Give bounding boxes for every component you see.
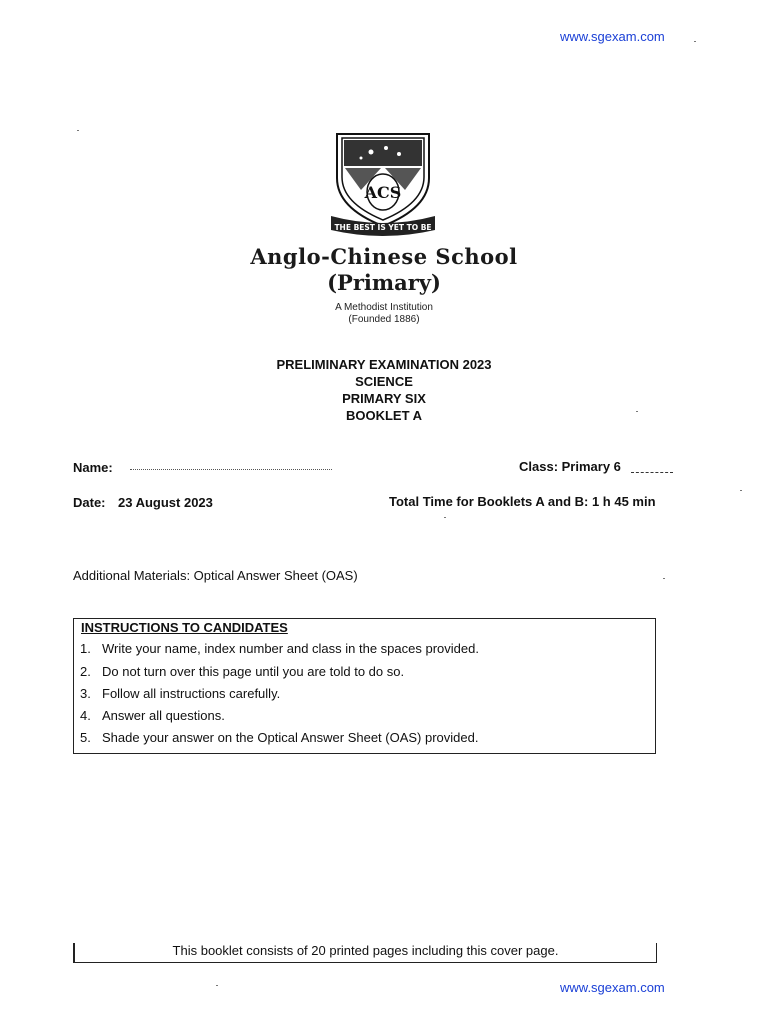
instructions-box (73, 618, 656, 754)
scan-speck (77, 130, 79, 131)
website-link-top[interactable]: www.sgexam.com (560, 29, 665, 44)
scan-speck (694, 41, 696, 42)
instruction-item (80, 664, 404, 679)
school-name: Anglo-Chinese School (250, 244, 518, 269)
exam-subject: SCIENCE (355, 374, 413, 389)
school-subtitle: (Primary) (327, 270, 441, 295)
instruction-number: 1. (80, 641, 91, 656)
class-field[interactable] (631, 472, 673, 473)
scan-speck (444, 517, 446, 518)
exam-booklet: BOOKLET A (345, 408, 423, 423)
instruction-number: 2. (80, 664, 91, 679)
school-founded: (Founded 1886) (348, 314, 420, 325)
class-label: Class: Primary 6 (519, 459, 621, 474)
date-label: Date: (73, 495, 106, 510)
name-label: Name: (73, 460, 113, 475)
crest-monogram: ACS (364, 183, 402, 202)
additional-materials: Additional Materials: Optical Answer Sheet (OAS) (73, 568, 358, 583)
name-field[interactable] (130, 467, 332, 470)
instructions-title: INSTRUCTIONS TO CANDIDATES (81, 620, 288, 635)
instruction-text: Answer all questions. (102, 708, 225, 723)
instruction-number: 5. (80, 730, 91, 745)
instruction-text: Follow all instructions carefully. (102, 686, 281, 701)
instruction-item (80, 686, 280, 701)
total-time: Total Time for Booklets A and B: 1 h 45 min (389, 494, 656, 509)
exam-level: PRIMARY SIX (342, 391, 426, 406)
instruction-text: Shade your answer on the Optical Answer Sheet (OAS) provided. (102, 730, 479, 745)
page-count-note: This booklet consists of 20 printed pages including this cover page. (172, 943, 559, 958)
date-value: 23 August 2023 (118, 495, 213, 510)
instruction-text: Write your name, index number and class in the spaces provided. (102, 641, 479, 656)
instruction-item (80, 730, 478, 745)
school-crest-icon (331, 130, 435, 240)
page-count-box (73, 943, 657, 963)
instruction-item (80, 708, 225, 723)
scan-speck (636, 411, 638, 412)
instruction-number: 4. (80, 708, 91, 723)
crest-motto: THE BEST IS YET TO BE (334, 223, 432, 232)
school-tagline: A Methodist Institution (335, 302, 433, 313)
scan-speck (216, 985, 218, 986)
scan-speck (663, 578, 665, 579)
instruction-item (80, 641, 479, 656)
instruction-number: 3. (80, 686, 91, 701)
website-link-bottom[interactable]: www.sgexam.com (560, 980, 665, 995)
scan-speck (740, 490, 742, 491)
instruction-text: Do not turn over this page until you are told to do so. (102, 664, 405, 679)
exam-title: PRELIMINARY EXAMINATION 2023 (276, 357, 492, 372)
